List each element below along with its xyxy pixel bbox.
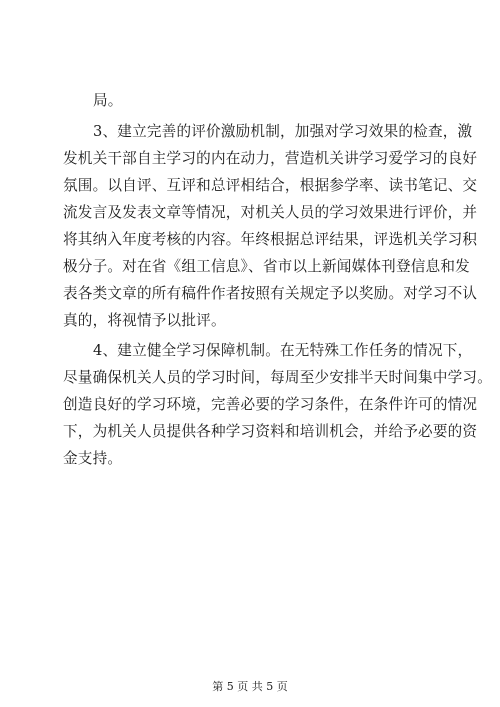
text-line: 真的，将视情予以批评。 bbox=[63, 312, 226, 329]
text-line: 下，为机关人员提供各种学习资料和培训机会，并给予必要的资 bbox=[63, 423, 478, 440]
text-line: 流发言及发表文章等情况，对机关人员的学习效果进行评价，并 bbox=[63, 204, 478, 221]
text-line: 表各类文章的所有稿件作者按照有关规定予以奖励。对学习不认 bbox=[63, 285, 478, 302]
text-line: 将其纳入年度考核的内容。年终根据总评结果，评选机关学习积 bbox=[63, 231, 478, 248]
text-line: 3、建立完善的评价激励机制，加强对学习效果的检查，激 bbox=[93, 123, 473, 140]
text-line: 金支持。 bbox=[63, 450, 123, 467]
page-number-footer: 第 5 页 共 5 页 bbox=[212, 680, 288, 693]
text-line: 局。 bbox=[93, 92, 123, 109]
text-line: 极分子。对在省《组工信息》、省市以上新闻媒体刊登信息和发 bbox=[63, 258, 470, 275]
text-line: 氛围。以自评、互评和总评相结合，根据参学率、读书笔记、交 bbox=[63, 177, 478, 194]
text-line: 创造良好的学习环境，完善必要的学习条件，在条件许可的情况 bbox=[63, 396, 478, 413]
text-line: 4、建立健全学习保障机制。在无特殊工作任务的情况下， bbox=[93, 342, 473, 359]
text-line: 发机关干部自主学习的内在动力，营造机关讲学习爱学习的良好 bbox=[63, 150, 478, 167]
text-line: 尽量确保机关人员的学习时间，每周至少安排半天时间集中学习。 bbox=[63, 369, 493, 386]
